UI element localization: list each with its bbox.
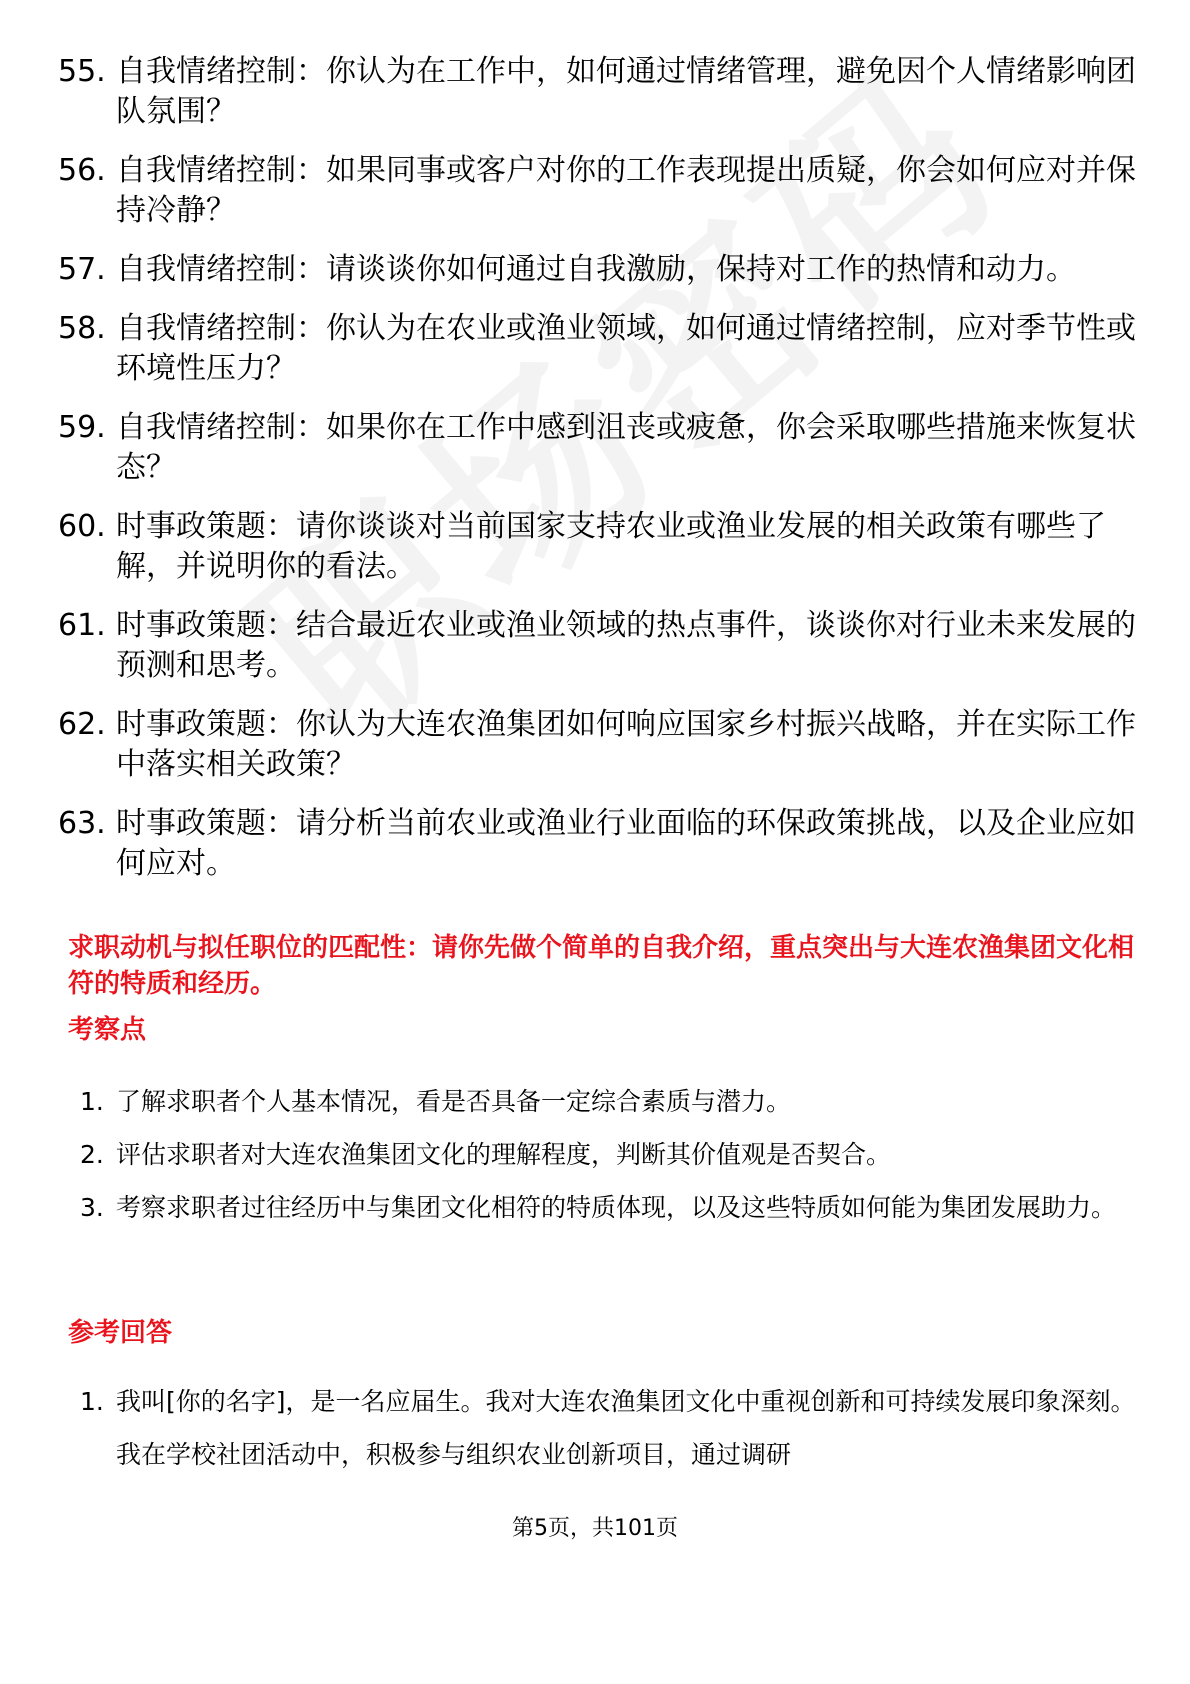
- item-number: 3.: [80, 1193, 104, 1222]
- question-text: 自我情绪控制：你认为在农业或渔业领域，如何通过情绪控制，应对季节性或环境性压力？: [116, 311, 1136, 386]
- assessment-list: [80, 1075, 1138, 1234]
- question-number: 60.: [58, 509, 106, 544]
- item-text: 考察求职者过往经历中与集团文化相符的特质体现，以及这些特质如何能为集团发展助力。: [116, 1193, 1117, 1222]
- item-number: 2.: [80, 1140, 104, 1169]
- item-text: 评估求职者对大连农渔集团文化的理解程度，判断其价值观是否契合。: [116, 1140, 892, 1169]
- item-text: 我叫[你的名字]，是一名应届生。我对大连农渔集团文化中重视创新和可持续发展印象深刻。我在学校社团活动中，积极参与组织农业创新项目，通过调研: [116, 1387, 1136, 1469]
- question-text: 自我情绪控制：你认为在工作中，如何通过情绪管理，避免因个人情绪影响团队氛围？: [116, 54, 1136, 129]
- question-text: 时事政策题：请分析当前农业或渔业行业面临的环保政策挑战，以及企业应如何应对。: [116, 806, 1136, 881]
- question-number: 63.: [58, 806, 106, 841]
- question-number: 55.: [58, 54, 106, 89]
- question-item: [58, 52, 1138, 132]
- question-number: 56.: [58, 153, 106, 188]
- question-number: 62.: [58, 707, 106, 742]
- question-text: 自我情绪控制：如果你在工作中感到沮丧或疲惫，你会采取哪些措施来恢复状态？: [116, 410, 1136, 485]
- question-text: 时事政策题：你认为大连农渔集团如何响应国家乡村振兴战略，并在实际工作中落实相关政策？: [116, 707, 1136, 782]
- reference-answer-list: [80, 1375, 1138, 1481]
- question-number: 59.: [58, 410, 106, 445]
- question-item: [58, 250, 1138, 290]
- question-number: 61.: [58, 608, 106, 643]
- question-number: 57.: [58, 252, 106, 287]
- assessment-item: [80, 1181, 1138, 1234]
- question-text: 自我情绪控制：如果同事或客户对你的工作表现提出质疑，你会如何应对并保持冷静？: [116, 153, 1136, 228]
- page-number: 第5页，共101页: [512, 1516, 678, 1541]
- assessment-item: [80, 1075, 1138, 1128]
- item-number: 1.: [80, 1387, 104, 1416]
- assessment-item: [80, 1128, 1138, 1181]
- question-text: 时事政策题：请你谈谈对当前国家支持农业或渔业发展的相关政策有哪些了解，并说明你的看法。: [116, 509, 1106, 584]
- question-item: [58, 507, 1138, 587]
- question-item: [58, 705, 1138, 785]
- question-text: 自我情绪控制：请谈谈你如何通过自我激励，保持对工作的热情和动力。: [116, 252, 1076, 287]
- featured-question: 求职动机与拟任职位的匹配性：请你先做个简单的自我介绍，重点突出与大连农渔集团文化相符的特质和经历。: [68, 933, 1135, 999]
- question-item: [58, 408, 1138, 488]
- question-item: [58, 804, 1138, 884]
- question-item: [58, 606, 1138, 686]
- assessment-heading: 考察点: [68, 1015, 147, 1045]
- reference-answer-heading: 参考回答: [68, 1318, 173, 1348]
- question-item: [58, 309, 1138, 389]
- reference-answer-item: [80, 1375, 1138, 1481]
- question-number: 58.: [58, 311, 106, 346]
- question-list: [58, 52, 1138, 903]
- question-item: [58, 151, 1138, 231]
- item-text: 了解求职者个人基本情况，看是否具备一定综合素质与潜力。: [116, 1087, 792, 1116]
- question-text: 时事政策题：结合最近农业或渔业领域的热点事件，谈谈你对行业未来发展的预测和思考。: [116, 608, 1136, 683]
- item-number: 1.: [80, 1087, 104, 1116]
